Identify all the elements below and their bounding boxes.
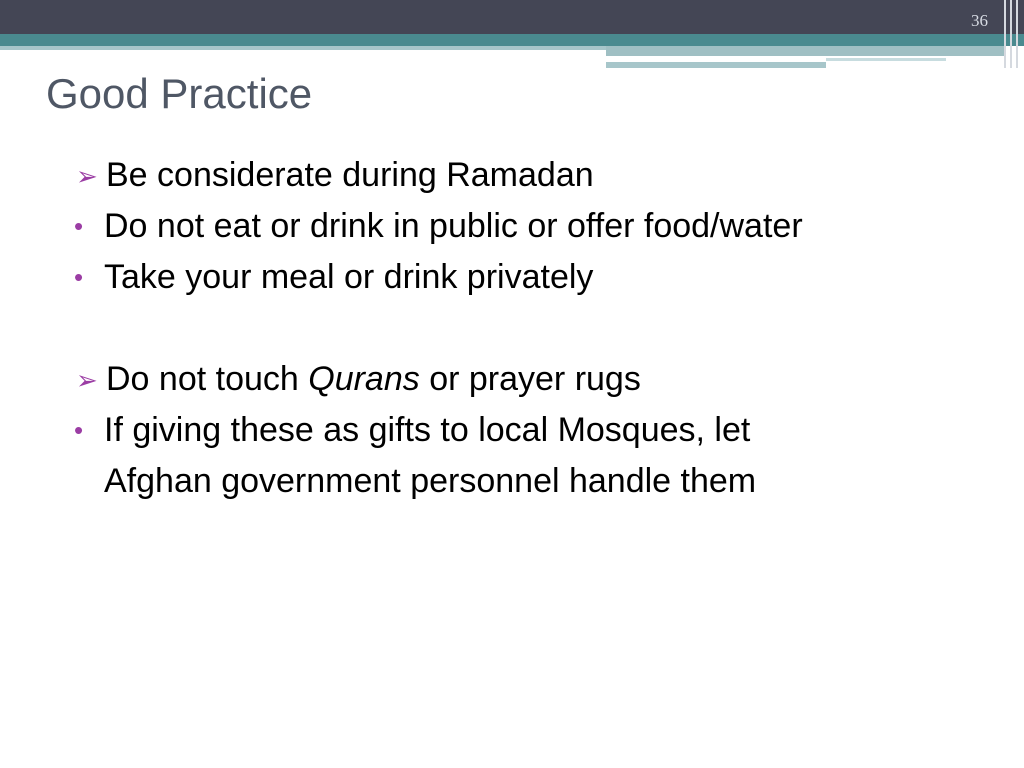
list-item <box>74 252 978 303</box>
list-item-text: Take your meal or drink privately <box>104 258 594 296</box>
bullet-icon: • <box>74 415 84 445</box>
header-band-dark <box>0 0 1024 34</box>
header-divider-line <box>1016 0 1018 68</box>
slide-title: Good Practice <box>46 70 313 117</box>
section-heading-text: Be considerate during Ramadan <box>106 156 594 194</box>
bullet-icon: • <box>74 262 84 292</box>
section-heading-text: Do not touch <box>106 360 309 398</box>
section-heading <box>78 354 978 405</box>
section-heading <box>78 150 978 201</box>
header-accent-band <box>606 62 826 68</box>
spacer <box>78 303 978 354</box>
slide-content <box>74 150 978 507</box>
header-band-teal <box>0 34 1024 46</box>
slide-number: 36 <box>971 11 988 30</box>
header-divider-line <box>1004 0 1006 68</box>
section-heading-emphasis: Qurans <box>308 360 420 398</box>
list-item-text: If giving these as gifts to local Mosques, let <box>104 411 751 449</box>
arrow-bullet-icon: ➢ <box>76 161 98 191</box>
header-divider-line <box>1010 0 1012 68</box>
bullet-icon: • <box>74 211 84 241</box>
list-item-text: Do not eat or drink in public or offer food/water <box>104 207 803 245</box>
arrow-bullet-icon: ➢ <box>76 365 98 395</box>
list-item-text: Afghan government personnel handle them <box>104 462 757 500</box>
list-item <box>74 201 978 252</box>
section-heading-text: or prayer rugs <box>419 360 641 398</box>
header-accent-band <box>826 58 946 61</box>
header-accent-band <box>606 46 1006 56</box>
list-item <box>74 405 978 507</box>
header-band-teal-light <box>0 46 606 50</box>
